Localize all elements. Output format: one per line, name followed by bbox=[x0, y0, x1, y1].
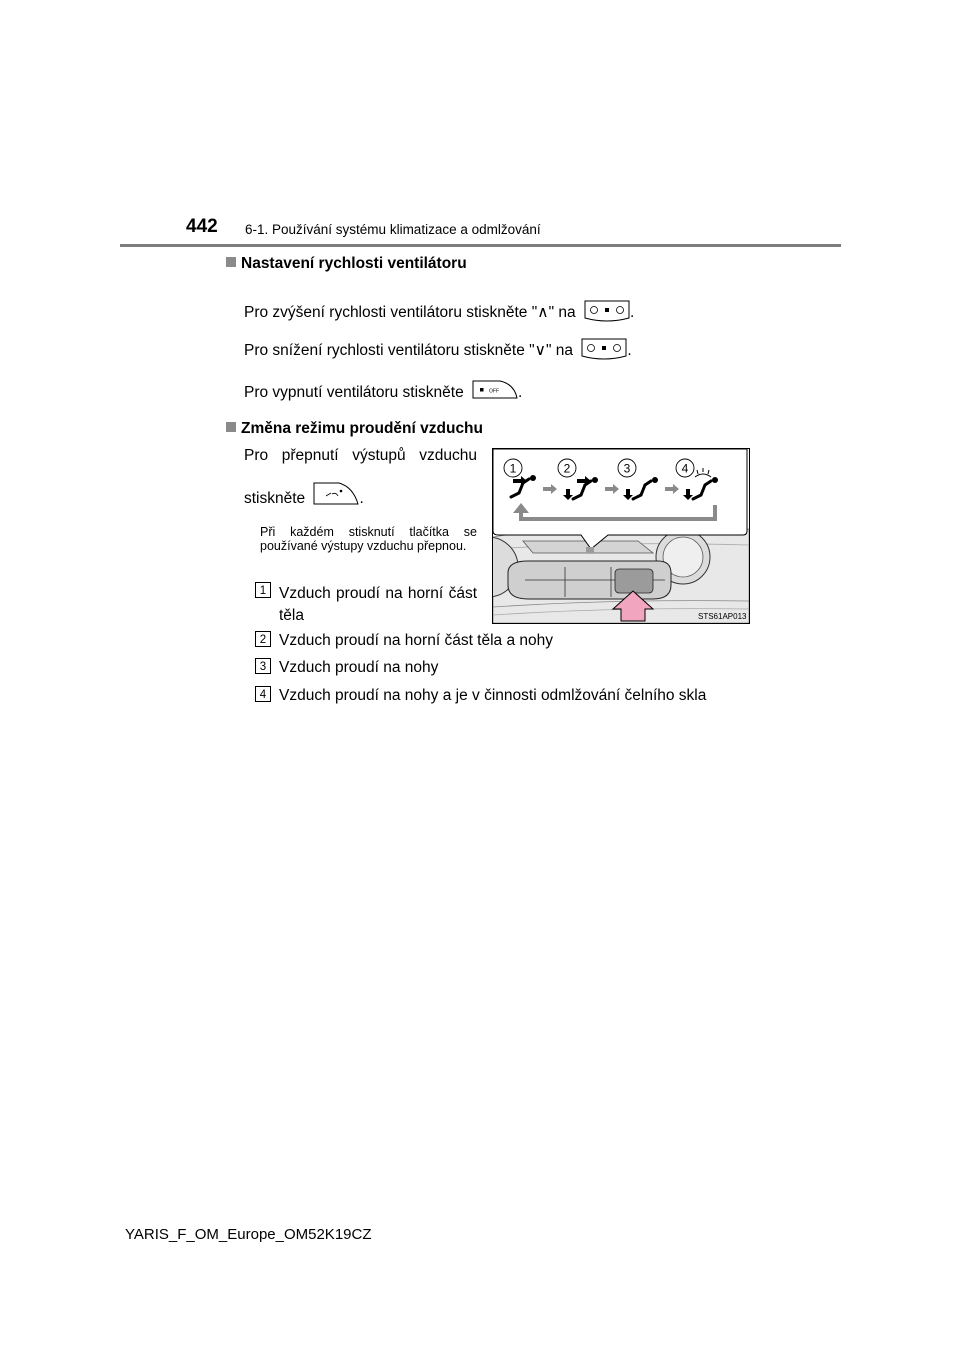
list-item bbox=[255, 657, 271, 675]
fan-speed-button-icon bbox=[584, 300, 630, 322]
square-bullet-icon bbox=[226, 422, 236, 432]
airflow-diagram bbox=[493, 449, 749, 623]
list-item bbox=[255, 581, 271, 599]
callout-number: 4 bbox=[255, 686, 271, 702]
fan-off-button-icon bbox=[472, 380, 518, 402]
list-item-text: Vzduch proudí na horní část těla a nohy bbox=[279, 632, 554, 649]
chapter-title: 6-1. Používání systému klimatizace a odmlžování bbox=[245, 222, 541, 237]
list-item bbox=[255, 685, 271, 703]
square-bullet-icon bbox=[226, 257, 236, 267]
list-item-text: Vzduch proudí na horní část těla bbox=[279, 585, 477, 624]
fan-speed-heading: Nastavení rychlosti ventilátoru bbox=[226, 255, 467, 273]
svg-text:1: 1 bbox=[509, 461, 517, 476]
callout-number: 1 bbox=[255, 582, 271, 598]
list-item-text: Vzduch proudí na nohy bbox=[279, 659, 439, 676]
airflow-note: Při každém stisknutí tlačítka se používané výstupy vzduchu přepnou. bbox=[260, 525, 477, 553]
fan-decrease-line: Pro snížení rychlosti ventilátoru stiskněte "∨" na . bbox=[244, 338, 632, 360]
list-item bbox=[255, 630, 271, 648]
header-rule bbox=[120, 244, 841, 247]
fan-increase-line: Pro zvýšení rychlosti ventilátoru stiskněte "∧" na . bbox=[244, 300, 634, 322]
callout-number: 3 bbox=[255, 658, 271, 674]
page-number: 442 bbox=[186, 216, 218, 237]
airflow-mode-heading: Změna režimu proudění vzduchu bbox=[226, 420, 483, 438]
fan-speed-button-icon bbox=[581, 338, 627, 360]
callout-number: 2 bbox=[255, 631, 271, 647]
svg-text:4: 4 bbox=[681, 461, 689, 476]
airflow-intro-line1: Pro přepnutí výstupů vzduchu bbox=[244, 447, 477, 464]
svg-text:3: 3 bbox=[623, 461, 631, 476]
airflow-mode-button-icon bbox=[313, 482, 359, 508]
footer-doc-id: YARIS_F_OM_Europe_OM52K19CZ bbox=[125, 1226, 372, 1243]
svg-text:2: 2 bbox=[563, 461, 571, 476]
airflow-intro-line2: stiskněte . bbox=[244, 482, 364, 508]
svg-text:OFF: OFF bbox=[489, 388, 500, 395]
list-item-text: Vzduch proudí na nohy a je v činnosti odmlžování čelního skla bbox=[279, 687, 707, 704]
figure-code: STS61AP013 bbox=[698, 612, 747, 621]
airflow-illustration bbox=[492, 448, 750, 624]
fan-off-line: Pro vypnutí ventilátoru stiskněte OFF . bbox=[244, 380, 522, 402]
